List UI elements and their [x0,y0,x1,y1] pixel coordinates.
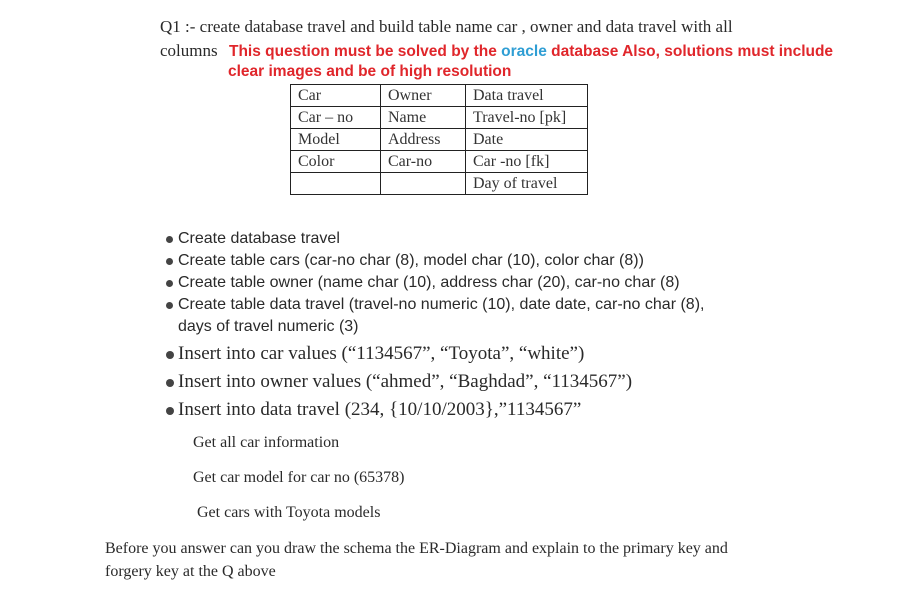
list-item: Create database travel [166,228,738,250]
table-cell [291,173,381,195]
table-cell [381,173,466,195]
table-cell: Date [466,129,588,151]
table-cell: Car – no [291,107,381,129]
table-row [291,173,588,195]
query-get-toyota: Get cars with Toyota models [197,504,381,521]
table-row [291,85,588,107]
table-cell: Address [381,129,466,151]
table-row [291,151,588,173]
create-instructions-list [166,228,738,338]
note-text-2: database Also, solutions must include [546,43,834,60]
question-line-2: columns [160,41,218,60]
list-item: Insert into car values (“1134567”, “Toyota”, “white”) [166,340,632,368]
list-item: Create table data travel (travel-no numeric (10), date date, car-no char (8), days of travel numeric (3) [166,294,738,338]
insert-instructions-list [166,340,632,424]
query-get-all: Get all car information [193,434,340,451]
table-cell: Name [381,107,466,129]
table-row [291,129,588,151]
final-instruction-line-2: forgery key at the Q above [105,563,276,580]
schema-table [290,84,588,195]
list-item: Insert into owner values (“ahmed”, “Baghdad”, “1134567”) [166,368,632,396]
table-cell: Data travel [466,85,588,107]
table-row [291,107,588,129]
list-item: Create table cars (car-no char (8), model char (10), color char (8)) [166,250,738,272]
table-cell: Day of travel [466,173,588,195]
table-cell: Model [291,129,381,151]
table-cell: Car -no [fk] [466,151,588,173]
table-cell: Car-no [381,151,466,173]
list-item: Create table owner (name char (10), address char (20), car-no char (8) [166,272,738,294]
list-item: Insert into data travel (234, {10/10/2003},”1134567” [166,396,632,424]
table-cell: Color [291,151,381,173]
table-cell: Owner [381,85,466,107]
final-instruction-line-1: Before you answer can you draw the schema the ER-Diagram and explain to the primary key and [105,540,728,557]
question-line-1: Q1 :- create database travel and build table name car , owner and data travel with all [160,17,733,36]
note-highlight-oracle: oracle [501,43,547,60]
table-cell: Travel-no [pk] [466,107,588,129]
requirement-note [229,43,833,61]
note-text-1: This question must be solved by the [229,43,502,60]
table-cell: Car [291,85,381,107]
requirement-note-line-2: clear images and be of high resolution [228,63,512,80]
query-get-model: Get car model for car no (65378) [193,469,405,486]
